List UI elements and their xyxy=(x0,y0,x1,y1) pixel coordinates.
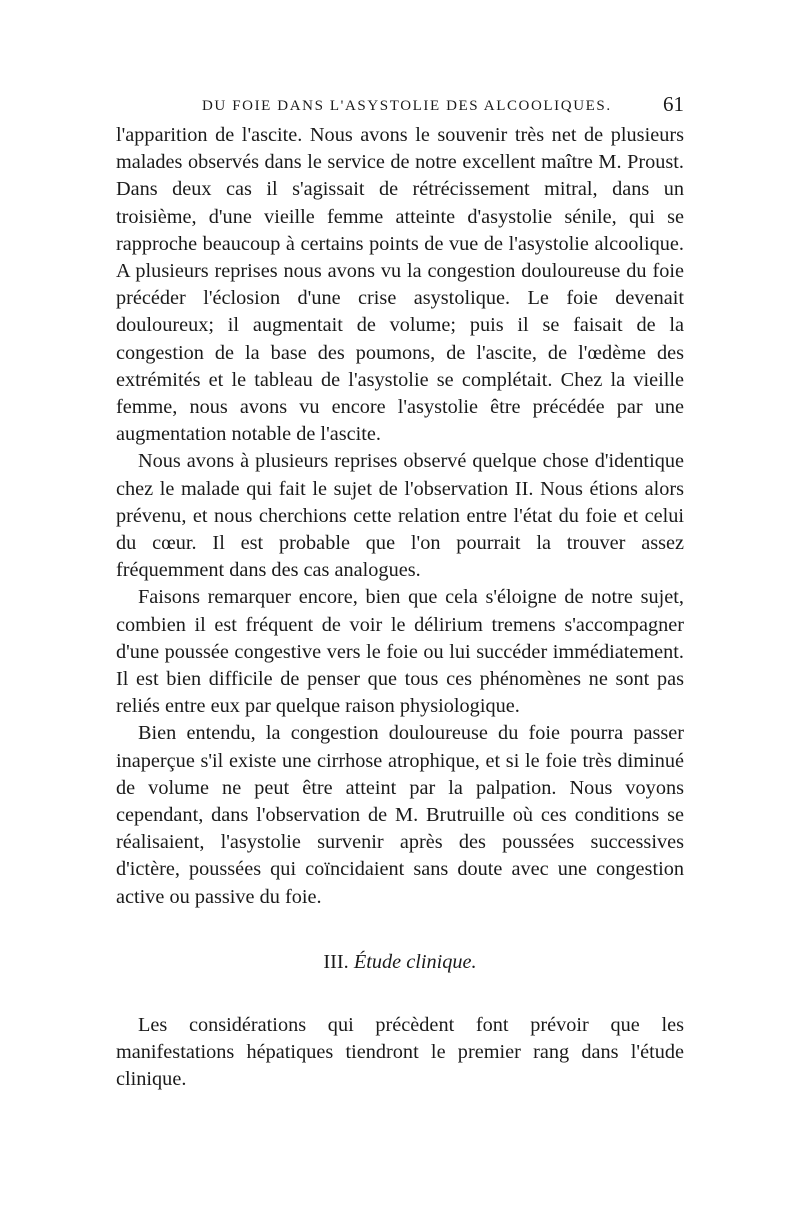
paragraph-delirium: Faisons remarquer encore, bien que cela s'éloigne de notre sujet, combien il est fréquent de voir le délirium tremens s'accompagner d'une poussée congestive vers le foie ou lui succéder immédiatement. Il est bien difficile de penser que tous ces phénomènes ne sont pas reliés entre eux par quelque raison physiologique. xyxy=(116,586,684,718)
paragraph-continued: l'apparition de l'ascite. Nous avons le souvenir très net de plusieurs malades observés dans le service de notre excellent maître M. Proust. Dans deux cas il s'agissait de rétrécissement mitral, dans un troisième, d'une vieille femme atteinte d'asystolie sénile, qui se rapproche beaucoup à certains points de vue de l'asystolie alcoolique. A plusieurs reprises nous avons vu la congestion douloureuse du foie précéder l'éclosion d'une crise asystolique. Le foie devenait douloureux; il augmentait de volume; puis il se faisait de la congestion de la base des poumons, de l'ascite, de l'œdème des extrémités et le tableau de l'asystolie se complétait. Chez la vieille femme, nous avons vu encore l'asystolie être précédée par une augmentation notable de l'ascite. xyxy=(116,124,684,446)
paragraph-closing: Les considérations qui précèdent font prévoir que les manifestations hépatiques tiendront le premier rang dans l'étude clinique. xyxy=(116,1013,684,1091)
paragraph-observation: Nous avons à plusieurs reprises observé quelque chose d'identique chez le malade qui fait le sujet de l'observation II. Nous étions alors prévenu, et nous cherchions cette relation entre l'état du foie et celui du cœur. Il est probable que l'on pourrait la trouver assez fréquemment dans des cas analogues. xyxy=(116,450,684,582)
paragraph-cirrhose: Bien entendu, la congestion douloureuse du foie pourra passer inaperçue s'il existe une cirrhose atrophique, et si le foie très diminué de volume ne peut être atteint par la palpation. Nous voyons cependant, dans l'observation de M. Brutruille où ces conditions se réalisaient, l'asystolie survenir après des poussées successives d'ictère, poussées qui coïncidaient sans doute avec une congestion active ou passive du foie. xyxy=(116,722,684,908)
running-head-title: DU FOIE DANS L'ASYSTOLIE DES ALCOOLIQUES. xyxy=(202,98,612,114)
section-heading xyxy=(116,949,684,976)
section-title: Étude clinique. xyxy=(353,950,477,973)
book-page xyxy=(116,92,684,1094)
page-number: 61 xyxy=(663,92,684,116)
running-head xyxy=(116,92,684,122)
section-number: III. xyxy=(323,950,349,973)
